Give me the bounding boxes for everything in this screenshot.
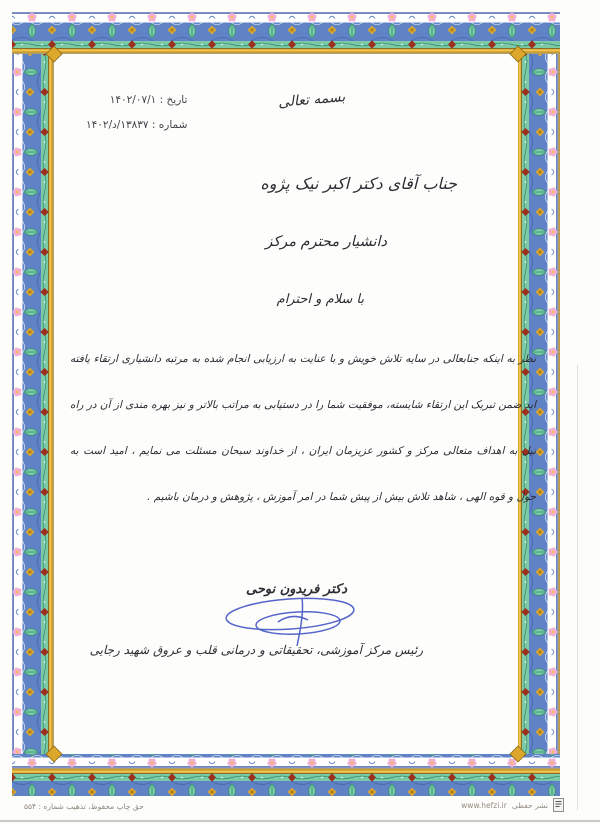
besmellah-text: بسمه تعالی bbox=[277, 89, 346, 111]
scan-artifact-bottom-line bbox=[0, 820, 600, 822]
publisher-name: نشر حفظی bbox=[511, 800, 548, 810]
publisher-footer bbox=[461, 798, 564, 812]
letter-body: نظر به اینکه جنابعالی در سایه تلاش خویش و با عنایت به ارزیابی انجام شده به مرتبه دانشیاری ارتقاء یافته اید ضمن تبریک این ارتقاء شایسته، موفقیت شما را در دستیابی به مراتب بالاتر و نیز بهره مندی از آن در راه نیل به اهداف متعالی مرکز و کشور عزیزمان ایران ، از خداوند سبحان مسئلت می نمایم ، امید است به حول و قوه الهی ، شاهد تلاش بیش از پیش شما در امر آموزش ، پژوهش و درمان باشیم . bbox=[70, 353, 536, 503]
letter-date: تاریخ : ۱۴۰۲/۰۷/۱ bbox=[109, 94, 188, 106]
publisher-logo-icon bbox=[553, 798, 564, 812]
publisher-website: www.hefzi.ir bbox=[461, 800, 507, 810]
recipient-title: دانشیار محترم مرکز bbox=[265, 234, 387, 250]
copyright-note: حق چاپ محفوظ، تذهیب شماره : ۵۵۴ bbox=[24, 802, 144, 811]
scan-artifact-vertical-line bbox=[577, 365, 578, 810]
signer-name: دکتر فریدون نوحی bbox=[246, 582, 347, 597]
letter-header-meta bbox=[86, 88, 187, 138]
signer-title: رئیس مرکز آموزشی، تحقیقاتی و درمانی قلب و عروق شهید رجایی bbox=[89, 643, 423, 657]
recipient-name: جناب آقای دکتر اکبر نیک پژوه bbox=[260, 174, 457, 193]
letter-number: شماره : ۱۳۸۳۷/د/۱۴۰۲ bbox=[86, 119, 188, 131]
salutation: با سلام و احترام bbox=[276, 292, 364, 307]
